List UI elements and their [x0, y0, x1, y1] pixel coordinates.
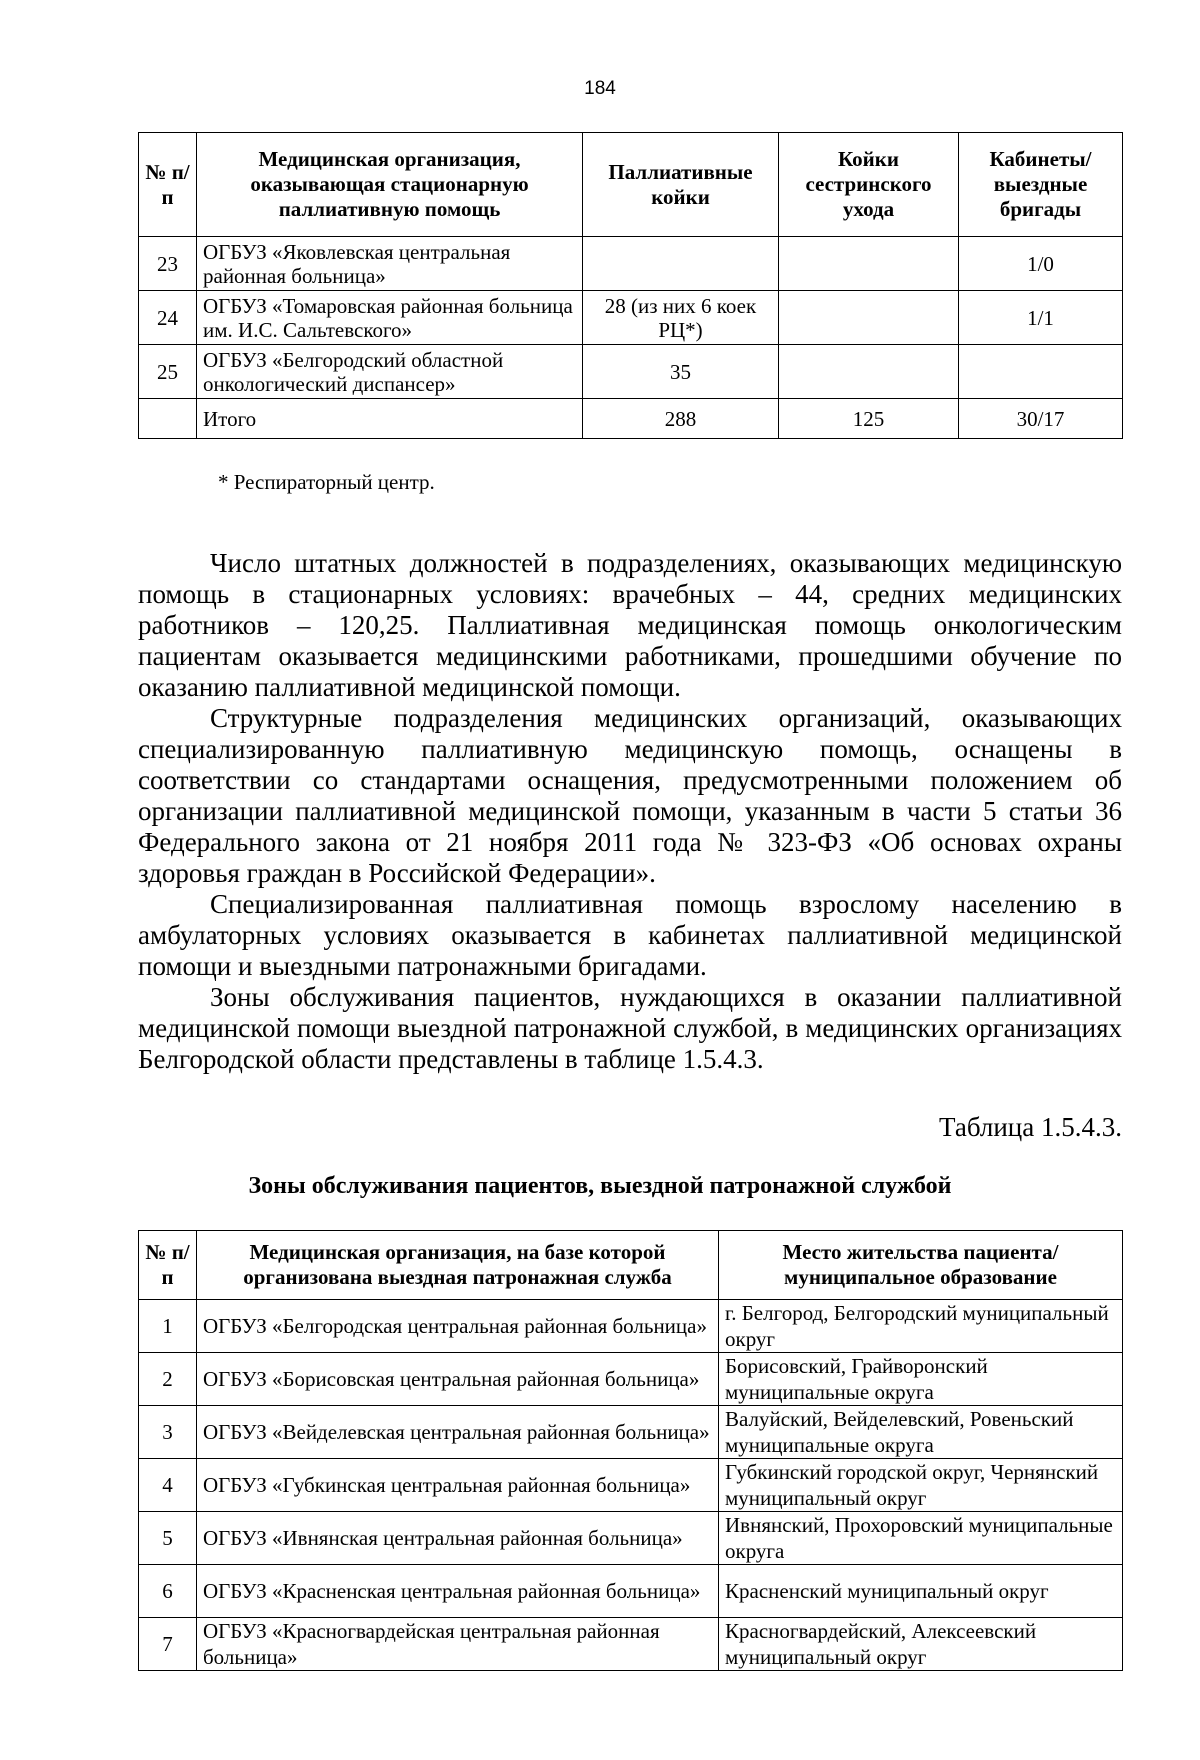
table-row: [139, 1353, 1123, 1406]
paragraph: Структурные подразделения медицинских организаций, оказывающих специализированную паллиативную медицинскую помощь, оснащены в соответствии со стандартами оснащения, предусмотренными положением об организации паллиативной медицинской помощи, указанным в части 5 статьи 36 Федерального закона от 21 ноября 2011 года № 323-ФЗ «Об основах охраны здоровья граждан в Российской Федерации».: [138, 703, 1122, 888]
row-organization: ОГБУЗ «Белгородский областной онкологический диспансер»: [197, 345, 583, 399]
row-organization: ОГБУЗ «Белгородская центральная районная больница»: [197, 1300, 719, 1353]
table-header-row: [139, 1231, 1123, 1300]
row-organization: ОГБУЗ «Красногвардейская центральная районная больница»: [197, 1618, 719, 1671]
row-cabinets: [959, 345, 1123, 399]
row-num: 7: [139, 1618, 197, 1671]
table-header-row: [139, 133, 1123, 237]
header-num: № п/п: [139, 1231, 197, 1300]
total-row: [139, 399, 1123, 439]
row-num: 23: [139, 237, 197, 291]
total-label: Итого: [197, 399, 583, 439]
table-label: Таблица 1.5.4.3.: [939, 1112, 1122, 1142]
table-row: [139, 1512, 1123, 1565]
row-num: 4: [139, 1459, 197, 1512]
row-palliative-beds: [583, 237, 779, 291]
row-zone: Ивнянский, Прохоровский муниципальные округа: [719, 1512, 1123, 1565]
row-organization: ОГБУЗ «Вейделевская центральная районная больница»: [197, 1406, 719, 1459]
table-row: [139, 1618, 1123, 1671]
row-palliative-beds: 28 (из них 6 коек РЦ*): [583, 291, 779, 345]
page-number: 184: [584, 78, 616, 99]
paragraph: Зоны обслуживания пациентов, нуждающихся в оказании паллиативной медицинской помощи выездной патронажной службой, в медицинских организациях Белгородской области представлены в таблице 1.5.4.3.: [138, 982, 1122, 1074]
row-cabinets: 1/0: [959, 237, 1123, 291]
header-nursing-beds: Койки сестринского ухода: [779, 133, 959, 237]
row-zone: Красногвардейский, Алексеевский муниципальный округ: [719, 1618, 1123, 1671]
row-num: 25: [139, 345, 197, 399]
row-organization: ОГБУЗ «Яковлевская центральная районная больница»: [197, 237, 583, 291]
table-row: [139, 1565, 1123, 1618]
row-organization: ОГБУЗ «Томаровская районная больница им. И.С. Сальтевского»: [197, 291, 583, 345]
table-row: [139, 237, 1123, 291]
row-cabinets: 1/1: [959, 291, 1123, 345]
header-zone: Место жительства пациента/ муниципальное образование: [719, 1231, 1123, 1300]
palliative-beds-table: [138, 132, 1123, 439]
row-zone: Борисовский, Грайворонский муниципальные округа: [719, 1353, 1123, 1406]
row-zone: г. Белгород, Белгородский муниципальный округ: [719, 1300, 1123, 1353]
header-num: № п/п: [139, 133, 197, 237]
table-row: [139, 1406, 1123, 1459]
row-nursing-beds: [779, 237, 959, 291]
total-cabinets: 30/17: [959, 399, 1123, 439]
row-zone: Красненский муниципальный округ: [719, 1565, 1123, 1618]
service-zones-table: [138, 1230, 1123, 1671]
total-palliative-beds: 288: [583, 399, 779, 439]
header-organization: Медицинская организация, оказывающая стационарную паллиативную помощь: [197, 133, 583, 237]
row-num: 1: [139, 1300, 197, 1353]
table-row: [139, 345, 1123, 399]
table-title: Зоны обслуживания пациентов, выездной патронажной службой: [248, 1173, 952, 1199]
row-palliative-beds: 35: [583, 345, 779, 399]
row-organization: ОГБУЗ «Губкинская центральная районная больница»: [197, 1459, 719, 1512]
row-num: 3: [139, 1406, 197, 1459]
row-num: 5: [139, 1512, 197, 1565]
row-zone: Валуйский, Вейделевский, Ровеньский муниципальные округа: [719, 1406, 1123, 1459]
row-organization: ОГБУЗ «Красненская центральная районная больница»: [197, 1565, 719, 1618]
header-cabinets: Кабинеты/ выездные бригады: [959, 133, 1123, 237]
row-organization: ОГБУЗ «Борисовская центральная районная больница»: [197, 1353, 719, 1406]
table-row: [139, 291, 1123, 345]
table-row: [139, 1300, 1123, 1353]
table-row: [139, 1459, 1123, 1512]
header-palliative-beds: Паллиативные койки: [583, 133, 779, 237]
footnote: * Респираторный центр.: [218, 470, 435, 494]
row-num: 2: [139, 1353, 197, 1406]
row-organization: ОГБУЗ «Ивнянская центральная районная больница»: [197, 1512, 719, 1565]
row-nursing-beds: [779, 291, 959, 345]
body-text: [138, 548, 1122, 1075]
header-organization: Медицинская организация, на базе которой организована выездная патронажная служба: [197, 1231, 719, 1300]
row-zone: Губкинский городской округ, Чернянский муниципальный округ: [719, 1459, 1123, 1512]
total-num-empty: [139, 399, 197, 439]
paragraph: Число штатных должностей в подразделениях, оказывающих медицинскую помощь в стационарных условиях: врачебных – 44, средних медицинских работников – 120,25. Паллиативная медицинская помощь онкологическим пациентам оказывается медицинскими работниками, прошедшими обучение по оказанию паллиативной медицинской помощи.: [138, 548, 1122, 702]
total-nursing-beds: 125: [779, 399, 959, 439]
row-num: 6: [139, 1565, 197, 1618]
paragraph: Специализированная паллиативная помощь взрослому населению в амбулаторных условиях оказывается в кабинетах паллиативной медицинской помощи и выездными патронажными бригадами.: [138, 889, 1122, 981]
row-num: 24: [139, 291, 197, 345]
row-nursing-beds: [779, 345, 959, 399]
